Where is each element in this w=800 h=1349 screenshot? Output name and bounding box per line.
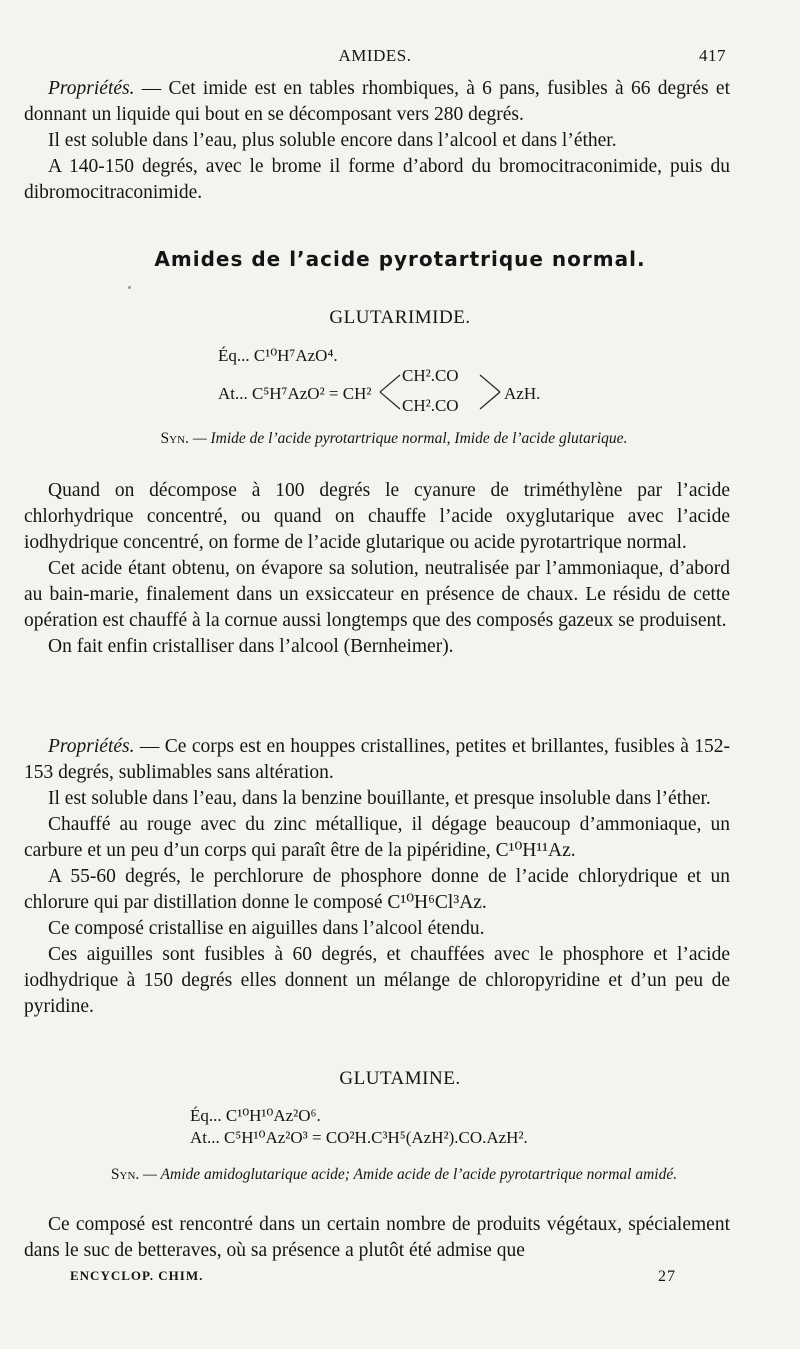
zinc-reaction-paragraph: Chauffé au rouge avec du zinc métallique, il dégage beaucoup d’ammoniaque, un carbure et un peu d’un corps qui paraît être de la pipéridine, C¹⁰H¹¹Az. — [24, 814, 730, 861]
glutamine-synonyms: Syn. — Amide amidoglutarique acide; Amide acide de l’acide pyrotartrique normal amidé. — [110, 1166, 678, 1183]
intro-bromine-paragraph: A 140-150 degrés, avec le brome il forme d’abord du bromocitraconimide, puis du dibromocitraconimide. — [24, 156, 730, 203]
imide-group-formula: AzH. — [504, 384, 541, 403]
preparation-paragraph-3: On fait enfin cristalliser dans l’alcool (Bernheimer). — [48, 636, 454, 657]
perchloride-paragraph: A 55-60 degrés, le perchlorure de phosphore donne de l’acide chlorydrique et un chlorure qui par distillation donne le composé C¹⁰H⁶Cl³Az. — [24, 866, 730, 913]
properties-label: Propriétés. — [48, 736, 135, 757]
page-footer — [70, 1268, 676, 1284]
glutarimide-title: GLUTARIMIDE. — [329, 307, 471, 328]
glutamine-description — [24, 1212, 730, 1264]
branch-line-up — [380, 375, 400, 392]
preparation-paragraph-2: Cet acide étant obtenu, on évapore sa solution, neutralisée par l’ammoniaque, d’abord au bain-marie, finalement dans un exsiccateur en présence de chaux. Le résidu de cette opération est chauffé à la cornue aussi longtemps que des composés gazeux se produisent. — [24, 558, 730, 631]
glutamine-at-formula: At... C⁵H¹⁰Az²O³ = CO²H.C³H⁵(AzH²).CO.AzH². — [190, 1128, 528, 1147]
glutarimide-preparation — [24, 478, 730, 660]
branch-bottom-formula: CH².CO — [402, 396, 459, 415]
print-speck — [128, 286, 131, 289]
crystallisation-paragraph: Ce composé cristallise en aiguilles dans l’alcool étendu. — [48, 918, 485, 939]
page-header — [24, 44, 726, 72]
signature-number: 27 — [658, 1268, 676, 1285]
glutamine-eq-formula: Éq... C¹⁰H¹⁰Az²O⁶. — [190, 1106, 321, 1125]
branch-line-merge-top — [480, 375, 500, 392]
intro-properties-paragraph: Propriétés. — Cet imide est en tables rhombiques, à 6 pans, fusibles à 66 degrés et donnant un liquide qui bout en se décomposant vers 280 degrés. — [24, 78, 730, 125]
branch-line-merge-bottom — [480, 392, 500, 409]
glutarimide-synonyms: Syn. — Imide de l’acide pyrotartrique normal, Imide de l’acide glutarique. — [160, 430, 628, 447]
glutamine-paragraph-1: Ce composé est rencontré dans un certain nombre de produits végétaux, spécialement dans le suc de betteraves, où sa présence a plutôt été admise que — [24, 1214, 730, 1261]
glutarimide-at-formula: At... C⁵H⁷AzO² = CH² — [218, 384, 372, 403]
footer-book-title: ENCYCLOP. CHIM. — [70, 1268, 204, 1283]
preparation-paragraph-1: Quand on décompose à 100 degrés le cyanure de triméthylène par l’acide chlorhydrique concentré, ou quand on chauffe l’acide oxyglutarique avec l’acide iodhydrique concentré, on forme de l’acide glutarique ou acide pyrotartrique normal. — [24, 480, 730, 553]
running-title: AMIDES. — [338, 46, 412, 65]
solubility-paragraph: Il est soluble dans l’eau, dans la benzine bouillante, et presque insoluble dans l’éther. — [48, 788, 711, 809]
glutarimide-properties — [24, 734, 730, 1020]
properties-paragraph: Propriétés. — Ce corps est en houppes cristallines, petites et brillantes, fusibles à 152-153 degrés, sublimables sans altération. — [24, 736, 730, 783]
intro-block — [24, 76, 730, 206]
properties-label: Propriétés. — [48, 78, 135, 99]
page-number: 417 — [699, 46, 726, 65]
glutamine-title: GLUTAMINE. — [339, 1068, 461, 1089]
branch-line-down — [380, 392, 400, 409]
section-title: Amides de l’acide pyrotartrique normal. — [154, 247, 646, 271]
intro-solubility-paragraph: Il est soluble dans l’eau, plus soluble encore dans l’alcool et dans l’éther. — [48, 130, 617, 151]
needles-paragraph: Ces aiguilles sont fusibles à 60 degrés, et chauffées avec le phosphore et l’acide iodhydrique à 150 degrés elles donnent un mélange de chloropyridine et d’un peu de pyridine. — [24, 944, 730, 1017]
glutarimide-eq-formula: Éq... C¹⁰H⁷AzO⁴. — [218, 346, 338, 365]
branch-top-formula: CH².CO — [402, 366, 459, 385]
